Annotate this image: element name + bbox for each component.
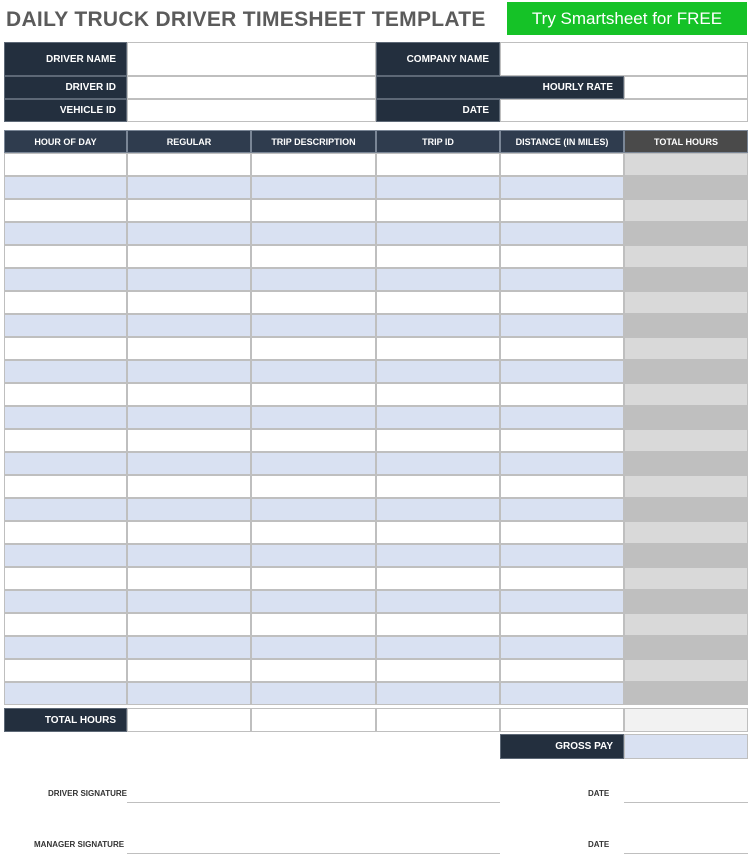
distance-cell[interactable] <box>500 360 624 383</box>
distance-cell[interactable] <box>500 291 624 314</box>
hour-of-day-cell[interactable] <box>4 475 127 498</box>
trip-id-cell[interactable] <box>376 360 500 383</box>
company-name-field[interactable] <box>500 42 748 76</box>
trip-id-cell[interactable] <box>376 314 500 337</box>
regular-cell[interactable] <box>127 544 251 567</box>
total-hours-cell[interactable] <box>624 406 748 429</box>
trip-id-cell[interactable] <box>376 406 500 429</box>
total-hours-cell[interactable] <box>624 590 748 613</box>
total-hours-cell[interactable] <box>624 153 748 176</box>
hour-of-day-cell[interactable] <box>4 613 127 636</box>
distance-cell[interactable] <box>500 222 624 245</box>
regular-cell[interactable] <box>127 222 251 245</box>
total-hours-cell[interactable] <box>624 429 748 452</box>
distance-cell[interactable] <box>500 176 624 199</box>
hour-of-day-cell[interactable] <box>4 314 127 337</box>
hour-of-day-cell[interactable] <box>4 567 127 590</box>
col-header-hour-of-day: HOUR OF DAY <box>4 130 127 153</box>
distance-cell[interactable] <box>500 659 624 682</box>
total-hours-cell[interactable] <box>624 360 748 383</box>
trip-description-cell[interactable] <box>251 636 376 659</box>
total-hours-cell[interactable] <box>624 475 748 498</box>
distance-cell[interactable] <box>500 406 624 429</box>
regular-cell[interactable] <box>127 245 251 268</box>
trip-id-cell[interactable] <box>376 521 500 544</box>
trip-id-cell[interactable] <box>376 544 500 567</box>
hour-of-day-cell[interactable] <box>4 199 127 222</box>
gross-pay-field[interactable] <box>624 734 748 759</box>
total-hours-cell[interactable] <box>624 314 748 337</box>
trip-id-cell[interactable] <box>376 153 500 176</box>
trip-description-cell[interactable] <box>251 659 376 682</box>
trip-id-cell[interactable] <box>376 222 500 245</box>
regular-cell[interactable] <box>127 567 251 590</box>
regular-cell[interactable] <box>127 337 251 360</box>
regular-cell[interactable] <box>127 452 251 475</box>
distance-cell[interactable] <box>500 452 624 475</box>
driver-signature-date-line[interactable] <box>624 802 748 803</box>
total-hours-cell[interactable] <box>624 176 748 199</box>
regular-cell[interactable] <box>127 590 251 613</box>
total-hours-cell[interactable] <box>624 291 748 314</box>
distance-cell[interactable] <box>500 613 624 636</box>
regular-cell[interactable] <box>127 429 251 452</box>
regular-cell[interactable] <box>127 475 251 498</box>
col-header-distance: DISTANCE (IN MILES) <box>500 130 624 153</box>
trip-id-cell[interactable] <box>376 383 500 406</box>
trip-id-cell[interactable] <box>376 475 500 498</box>
total-hours-cell[interactable] <box>624 199 748 222</box>
col-header-trip-description: TRIP DESCRIPTION <box>251 130 376 153</box>
distance-cell[interactable] <box>500 245 624 268</box>
trip-description-cell[interactable] <box>251 567 376 590</box>
vehicle-id-field[interactable] <box>127 99 376 122</box>
total-hours-cell[interactable] <box>624 245 748 268</box>
trip-id-cell[interactable] <box>376 245 500 268</box>
total-hours-label: TOTAL HOURS <box>4 708 127 732</box>
distance-cell[interactable] <box>500 337 624 360</box>
regular-cell[interactable] <box>127 636 251 659</box>
total-hours-cell[interactable] <box>624 268 748 291</box>
date-field[interactable] <box>500 99 748 122</box>
hour-of-day-cell[interactable] <box>4 222 127 245</box>
trip-id-cell[interactable] <box>376 337 500 360</box>
trip-description-cell[interactable] <box>251 590 376 613</box>
hour-of-day-cell[interactable] <box>4 176 127 199</box>
trip-id-cell[interactable] <box>376 268 500 291</box>
trip-id-cell[interactable] <box>376 291 500 314</box>
manager-signature-line[interactable] <box>127 853 500 854</box>
hour-of-day-cell[interactable] <box>4 452 127 475</box>
total-hours-cell[interactable] <box>624 452 748 475</box>
hour-of-day-cell[interactable] <box>4 406 127 429</box>
total-hours-cell[interactable] <box>624 682 748 705</box>
trip-description-cell[interactable] <box>251 429 376 452</box>
trip-description-cell[interactable] <box>251 682 376 705</box>
trip-id-cell[interactable] <box>376 567 500 590</box>
distance-cell[interactable] <box>500 268 624 291</box>
hourly-rate-label: HOURLY RATE <box>376 76 624 99</box>
try-smartsheet-button[interactable]: Try Smartsheet for FREE <box>507 2 747 35</box>
vehicle-id-label: VEHICLE ID <box>4 99 127 122</box>
distance-cell[interactable] <box>500 521 624 544</box>
regular-cell[interactable] <box>127 682 251 705</box>
manager-signature-date-line[interactable] <box>624 853 748 854</box>
distance-cell[interactable] <box>500 153 624 176</box>
trip-id-cell[interactable] <box>376 498 500 521</box>
distance-cell[interactable] <box>500 429 624 452</box>
hour-of-day-cell[interactable] <box>4 268 127 291</box>
regular-cell[interactable] <box>127 613 251 636</box>
distance-cell[interactable] <box>500 636 624 659</box>
total-hours-cell[interactable] <box>624 498 748 521</box>
trip-id-cell[interactable] <box>376 199 500 222</box>
trip-description-cell[interactable] <box>251 176 376 199</box>
driver-signature-date-label: DATE <box>588 789 610 798</box>
total-distance-cell[interactable] <box>500 708 624 732</box>
trip-description-cell[interactable] <box>251 222 376 245</box>
manager-signature-date-label: DATE <box>588 840 610 849</box>
driver-id-label: DRIVER ID <box>4 76 127 99</box>
driver-name-field[interactable] <box>127 42 376 76</box>
regular-cell[interactable] <box>127 360 251 383</box>
trip-description-cell[interactable] <box>251 406 376 429</box>
date-label: DATE <box>376 99 500 122</box>
total-hours-cell[interactable] <box>624 613 748 636</box>
regular-cell[interactable] <box>127 406 251 429</box>
trip-description-cell[interactable] <box>251 521 376 544</box>
manager-signature-label: MANAGER SIGNATURE <box>34 840 125 849</box>
driver-signature-label: DRIVER SIGNATURE <box>48 789 127 798</box>
total-hours-cell[interactable] <box>624 544 748 567</box>
total-hours-cell[interactable] <box>624 521 748 544</box>
trip-description-cell[interactable] <box>251 291 376 314</box>
driver-name-label: DRIVER NAME <box>4 42 127 76</box>
driver-id-field[interactable] <box>127 76 376 99</box>
trip-id-cell[interactable] <box>376 429 500 452</box>
trip-description-cell[interactable] <box>251 314 376 337</box>
trip-id-cell[interactable] <box>376 590 500 613</box>
regular-cell[interactable] <box>127 314 251 337</box>
total-hours-cell[interactable] <box>624 659 748 682</box>
trip-id-cell[interactable] <box>376 682 500 705</box>
hour-of-day-cell[interactable] <box>4 659 127 682</box>
col-header-trip-id: TRIP ID <box>376 130 500 153</box>
gross-pay-label: GROSS PAY <box>500 734 624 759</box>
hourly-rate-field[interactable] <box>624 76 748 99</box>
trip-description-cell[interactable] <box>251 475 376 498</box>
hour-of-day-cell[interactable] <box>4 636 127 659</box>
regular-cell[interactable] <box>127 659 251 682</box>
hour-of-day-cell[interactable] <box>4 291 127 314</box>
distance-cell[interactable] <box>500 475 624 498</box>
trip-description-cell[interactable] <box>251 360 376 383</box>
hour-of-day-cell[interactable] <box>4 498 127 521</box>
trip-id-cell[interactable] <box>376 659 500 682</box>
company-name-label: COMPANY NAME <box>376 42 500 76</box>
regular-cell[interactable] <box>127 153 251 176</box>
driver-signature-line[interactable] <box>127 802 500 803</box>
trip-description-cell[interactable] <box>251 613 376 636</box>
regular-cell[interactable] <box>127 176 251 199</box>
distance-cell[interactable] <box>500 682 624 705</box>
col-header-regular: REGULAR <box>127 130 251 153</box>
trip-description-cell[interactable] <box>251 199 376 222</box>
hour-of-day-cell[interactable] <box>4 360 127 383</box>
total-hours-cell[interactable] <box>624 383 748 406</box>
trip-description-cell[interactable] <box>251 383 376 406</box>
regular-cell[interactable] <box>127 521 251 544</box>
hour-of-day-cell[interactable] <box>4 682 127 705</box>
trip-id-cell[interactable] <box>376 636 500 659</box>
hour-of-day-cell[interactable] <box>4 153 127 176</box>
total-hours-cell[interactable] <box>624 636 748 659</box>
trip-description-cell[interactable] <box>251 544 376 567</box>
total-hours-cell[interactable] <box>624 337 748 360</box>
hour-of-day-cell[interactable] <box>4 590 127 613</box>
distance-cell[interactable] <box>500 544 624 567</box>
trip-description-cell[interactable] <box>251 498 376 521</box>
trip-id-cell[interactable] <box>376 176 500 199</box>
trip-description-cell[interactable] <box>251 268 376 291</box>
hour-of-day-cell[interactable] <box>4 521 127 544</box>
total-trip-id-cell[interactable] <box>376 708 500 732</box>
regular-cell[interactable] <box>127 291 251 314</box>
trip-description-cell[interactable] <box>251 452 376 475</box>
hour-of-day-cell[interactable] <box>4 337 127 360</box>
trip-description-cell[interactable] <box>251 245 376 268</box>
total-hours-cell[interactable] <box>624 222 748 245</box>
hour-of-day-cell[interactable] <box>4 544 127 567</box>
distance-cell[interactable] <box>500 567 624 590</box>
regular-cell[interactable] <box>127 268 251 291</box>
trip-description-cell[interactable] <box>251 337 376 360</box>
total-trip-description-cell[interactable] <box>251 708 376 732</box>
total-regular-cell[interactable] <box>127 708 251 732</box>
hour-of-day-cell[interactable] <box>4 245 127 268</box>
trip-description-cell[interactable] <box>251 153 376 176</box>
distance-cell[interactable] <box>500 383 624 406</box>
distance-cell[interactable] <box>500 590 624 613</box>
distance-cell[interactable] <box>500 199 624 222</box>
distance-cell[interactable] <box>500 498 624 521</box>
distance-cell[interactable] <box>500 314 624 337</box>
hour-of-day-cell[interactable] <box>4 429 127 452</box>
total-hours-sum-cell[interactable] <box>624 708 748 732</box>
col-header-total-hours: TOTAL HOURS <box>624 130 748 153</box>
trip-id-cell[interactable] <box>376 613 500 636</box>
regular-cell[interactable] <box>127 383 251 406</box>
regular-cell[interactable] <box>127 498 251 521</box>
regular-cell[interactable] <box>127 199 251 222</box>
trip-id-cell[interactable] <box>376 452 500 475</box>
page-title: DAILY TRUCK DRIVER TIMESHEET TEMPLATE <box>6 8 486 31</box>
hour-of-day-cell[interactable] <box>4 383 127 406</box>
total-hours-cell[interactable] <box>624 567 748 590</box>
